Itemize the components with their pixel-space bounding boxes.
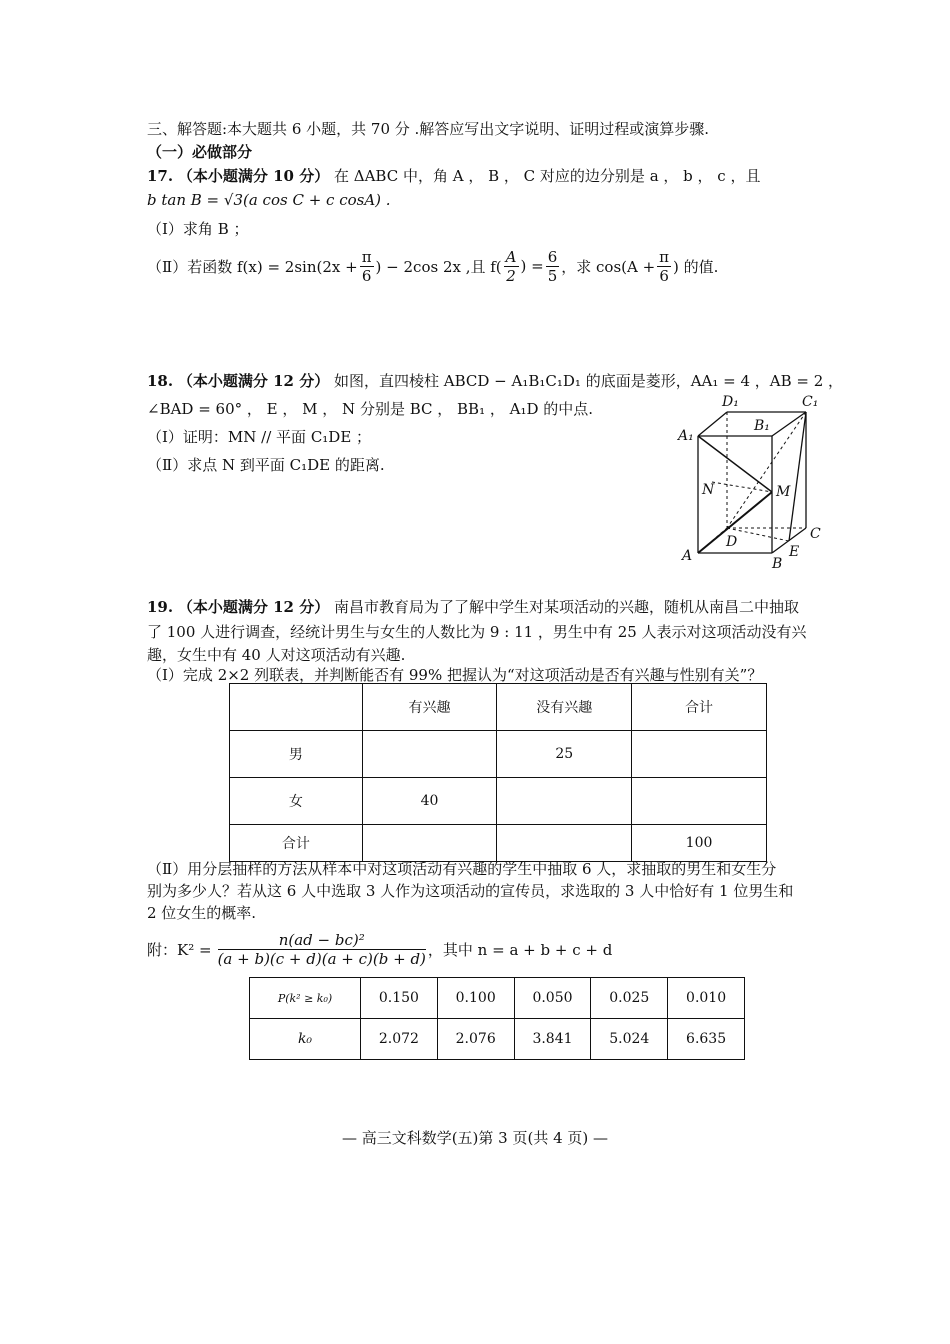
table-cell: 6.635	[668, 1019, 745, 1060]
q19-line3: 趣，女生中有 40 人对这项活动有兴趣.	[147, 646, 406, 664]
table-row	[230, 731, 767, 778]
label-a: A	[682, 548, 693, 564]
frac-denominator: 6	[659, 266, 669, 285]
table-header-row	[230, 684, 767, 731]
table-cell: 合计	[230, 825, 363, 862]
table-cell: 3.841	[514, 1019, 591, 1060]
q18-tag: （本小题满分 12 分）	[177, 372, 330, 390]
label-b1: B₁	[754, 418, 770, 434]
q17-part1: （Ⅰ）求角 B ；	[147, 220, 249, 238]
table-cell: 40	[362, 778, 497, 825]
table-cell: 0.050	[514, 978, 591, 1019]
label-c: C	[810, 526, 821, 542]
q18-text: 如图，直四棱柱 ABCD − A₁B₁C₁D₁ 的底面是菱形，AA₁ = 4 ，AB = 2 ，	[334, 372, 844, 390]
q17-part2-a: （Ⅱ）若函数 f(x) = 2sin(2x +	[147, 257, 358, 276]
fraction-6-5	[546, 248, 560, 285]
label-m: M	[776, 484, 791, 500]
table-cell	[497, 825, 632, 862]
page-footer: — 高三文科数学(五)第 3 页(共 4 页) —	[341, 1129, 609, 1147]
frac-numerator: 6	[547, 247, 558, 266]
q17-part2-b: ) − 2cos 2x ,且 f(	[375, 257, 502, 276]
appendix-tail: ，其中 n = a + b + c + d	[427, 940, 613, 959]
critical-value-table	[249, 977, 745, 1060]
table-row	[250, 978, 745, 1019]
k2-numerator: n(ad − bc)²	[218, 931, 426, 950]
q19-tag: （本小题满分 12 分）	[177, 598, 330, 616]
q17-line2: b tan B = √3(a cos C + c cosA) .	[147, 191, 391, 209]
table-cell: 25	[497, 731, 632, 778]
table-cell: 0.150	[361, 978, 438, 1019]
q17-part2	[147, 244, 718, 288]
table-cell: 0.010	[668, 978, 745, 1019]
label-e: E	[789, 544, 800, 560]
table-cell: 2.076	[437, 1019, 514, 1060]
q19-number: 19.	[147, 598, 174, 616]
label-b: B	[772, 556, 783, 572]
appendix-formula	[147, 926, 612, 972]
q19-line1	[147, 596, 799, 617]
table-cell: P(k² ≥ k₀)	[250, 978, 361, 1019]
table-cell: 合计	[632, 684, 767, 731]
k2-fraction	[218, 931, 426, 968]
table-row	[250, 1019, 745, 1060]
q17-line1	[147, 165, 760, 186]
section-part: （一）必做部分	[147, 143, 253, 161]
table-cell: 男	[230, 731, 363, 778]
frac-denominator: 6	[361, 266, 372, 285]
k2-denominator: (a + b)(c + d)(a + c)(b + d)	[217, 949, 426, 968]
q17-number: 17.	[147, 167, 174, 185]
q17-text: 在 ΔABC 中，角 A ， B ， C 对应的边分别是 a ， b ， c ，且	[334, 167, 761, 185]
table-cell: 2.072	[361, 1019, 438, 1060]
label-n: N	[702, 482, 715, 498]
fraction-pi-6	[360, 248, 374, 285]
label-c1: C₁	[802, 394, 819, 410]
label-d1: D₁	[722, 394, 739, 410]
table-cell	[362, 825, 497, 862]
table-cell	[497, 778, 632, 825]
frac-numerator: A	[505, 247, 517, 266]
frac-denominator: 2	[506, 266, 516, 285]
q17-part2-d: ，求 cos(A +	[561, 257, 656, 276]
table-cell: 0.100	[437, 978, 514, 1019]
q17-part2-c: ) =	[520, 257, 544, 275]
q19-part1: （Ⅰ）完成 2×2 列联表，并判断能否有 99% 把握认为“对这项活动是否有兴趣与性别有关”？	[147, 666, 763, 684]
table-cell	[632, 731, 767, 778]
table-cell	[632, 778, 767, 825]
prism-figure	[670, 388, 830, 573]
q19-line2: 了 100 人进行调查，经统计男生与女生的人数比为 9 : 11 ，男生中有 25 人表示对这项活动没有兴	[147, 623, 807, 641]
table-cell	[362, 731, 497, 778]
table-cell: 有兴趣	[362, 684, 497, 731]
fraction-a-2	[504, 248, 519, 285]
table-row	[230, 778, 767, 825]
q18-line2: ∠BAD = 60° ， E ， M ， N 分别是 BC ， BB₁ ， A₁D 的中点.	[147, 400, 594, 418]
table-cell: 100	[632, 825, 767, 862]
label-d: D	[726, 534, 738, 550]
fraction-pi-6-b	[657, 248, 671, 285]
q19-text: 南昌市教育局为了了解中学生对某项活动的兴趣，随机从南昌二中抽取	[334, 598, 800, 616]
label-a1: A₁	[678, 428, 694, 444]
section-heading: 三、解答题:本大题共 6 小题，共 70 分 .解答应写出文字说明、证明过程或演算步骤.	[147, 120, 710, 138]
frac-numerator: π	[659, 247, 670, 266]
appendix-label: 附：K² =	[147, 940, 212, 959]
q18-part1: （Ⅰ）证明：MN // 平面 C₁DE ；	[147, 428, 372, 446]
table-cell: 女	[230, 778, 363, 825]
q19-part2-line1: （Ⅱ）用分层抽样的方法从样本中对这项活动有兴趣的学生中抽取 6 人，求抽取的男生和女生分	[147, 860, 777, 878]
table-cell: 5.024	[591, 1019, 668, 1060]
table-row	[230, 825, 767, 862]
q17-tag: （本小题满分 10 分）	[177, 167, 330, 185]
table-cell	[230, 684, 363, 731]
table-cell: 0.025	[591, 978, 668, 1019]
frac-denominator: 5	[547, 266, 558, 285]
q18-number: 18.	[147, 372, 174, 390]
q19-part2-line2: 别为多少人？若从这 6 人中选取 3 人作为这项活动的宣传员，求选取的 3 人中恰好有 1 位男生和	[147, 882, 794, 900]
frac-numerator: π	[361, 247, 372, 266]
contingency-table	[229, 683, 767, 862]
table-cell: 没有兴趣	[497, 684, 632, 731]
q19-part2-line3: 2 位女生的概率.	[147, 904, 257, 922]
q18-part2: （Ⅱ）求点 N 到平面 C₁DE 的距离.	[147, 456, 385, 474]
table-cell: k₀	[250, 1019, 361, 1060]
q17-part2-e: ) 的值.	[673, 257, 719, 276]
